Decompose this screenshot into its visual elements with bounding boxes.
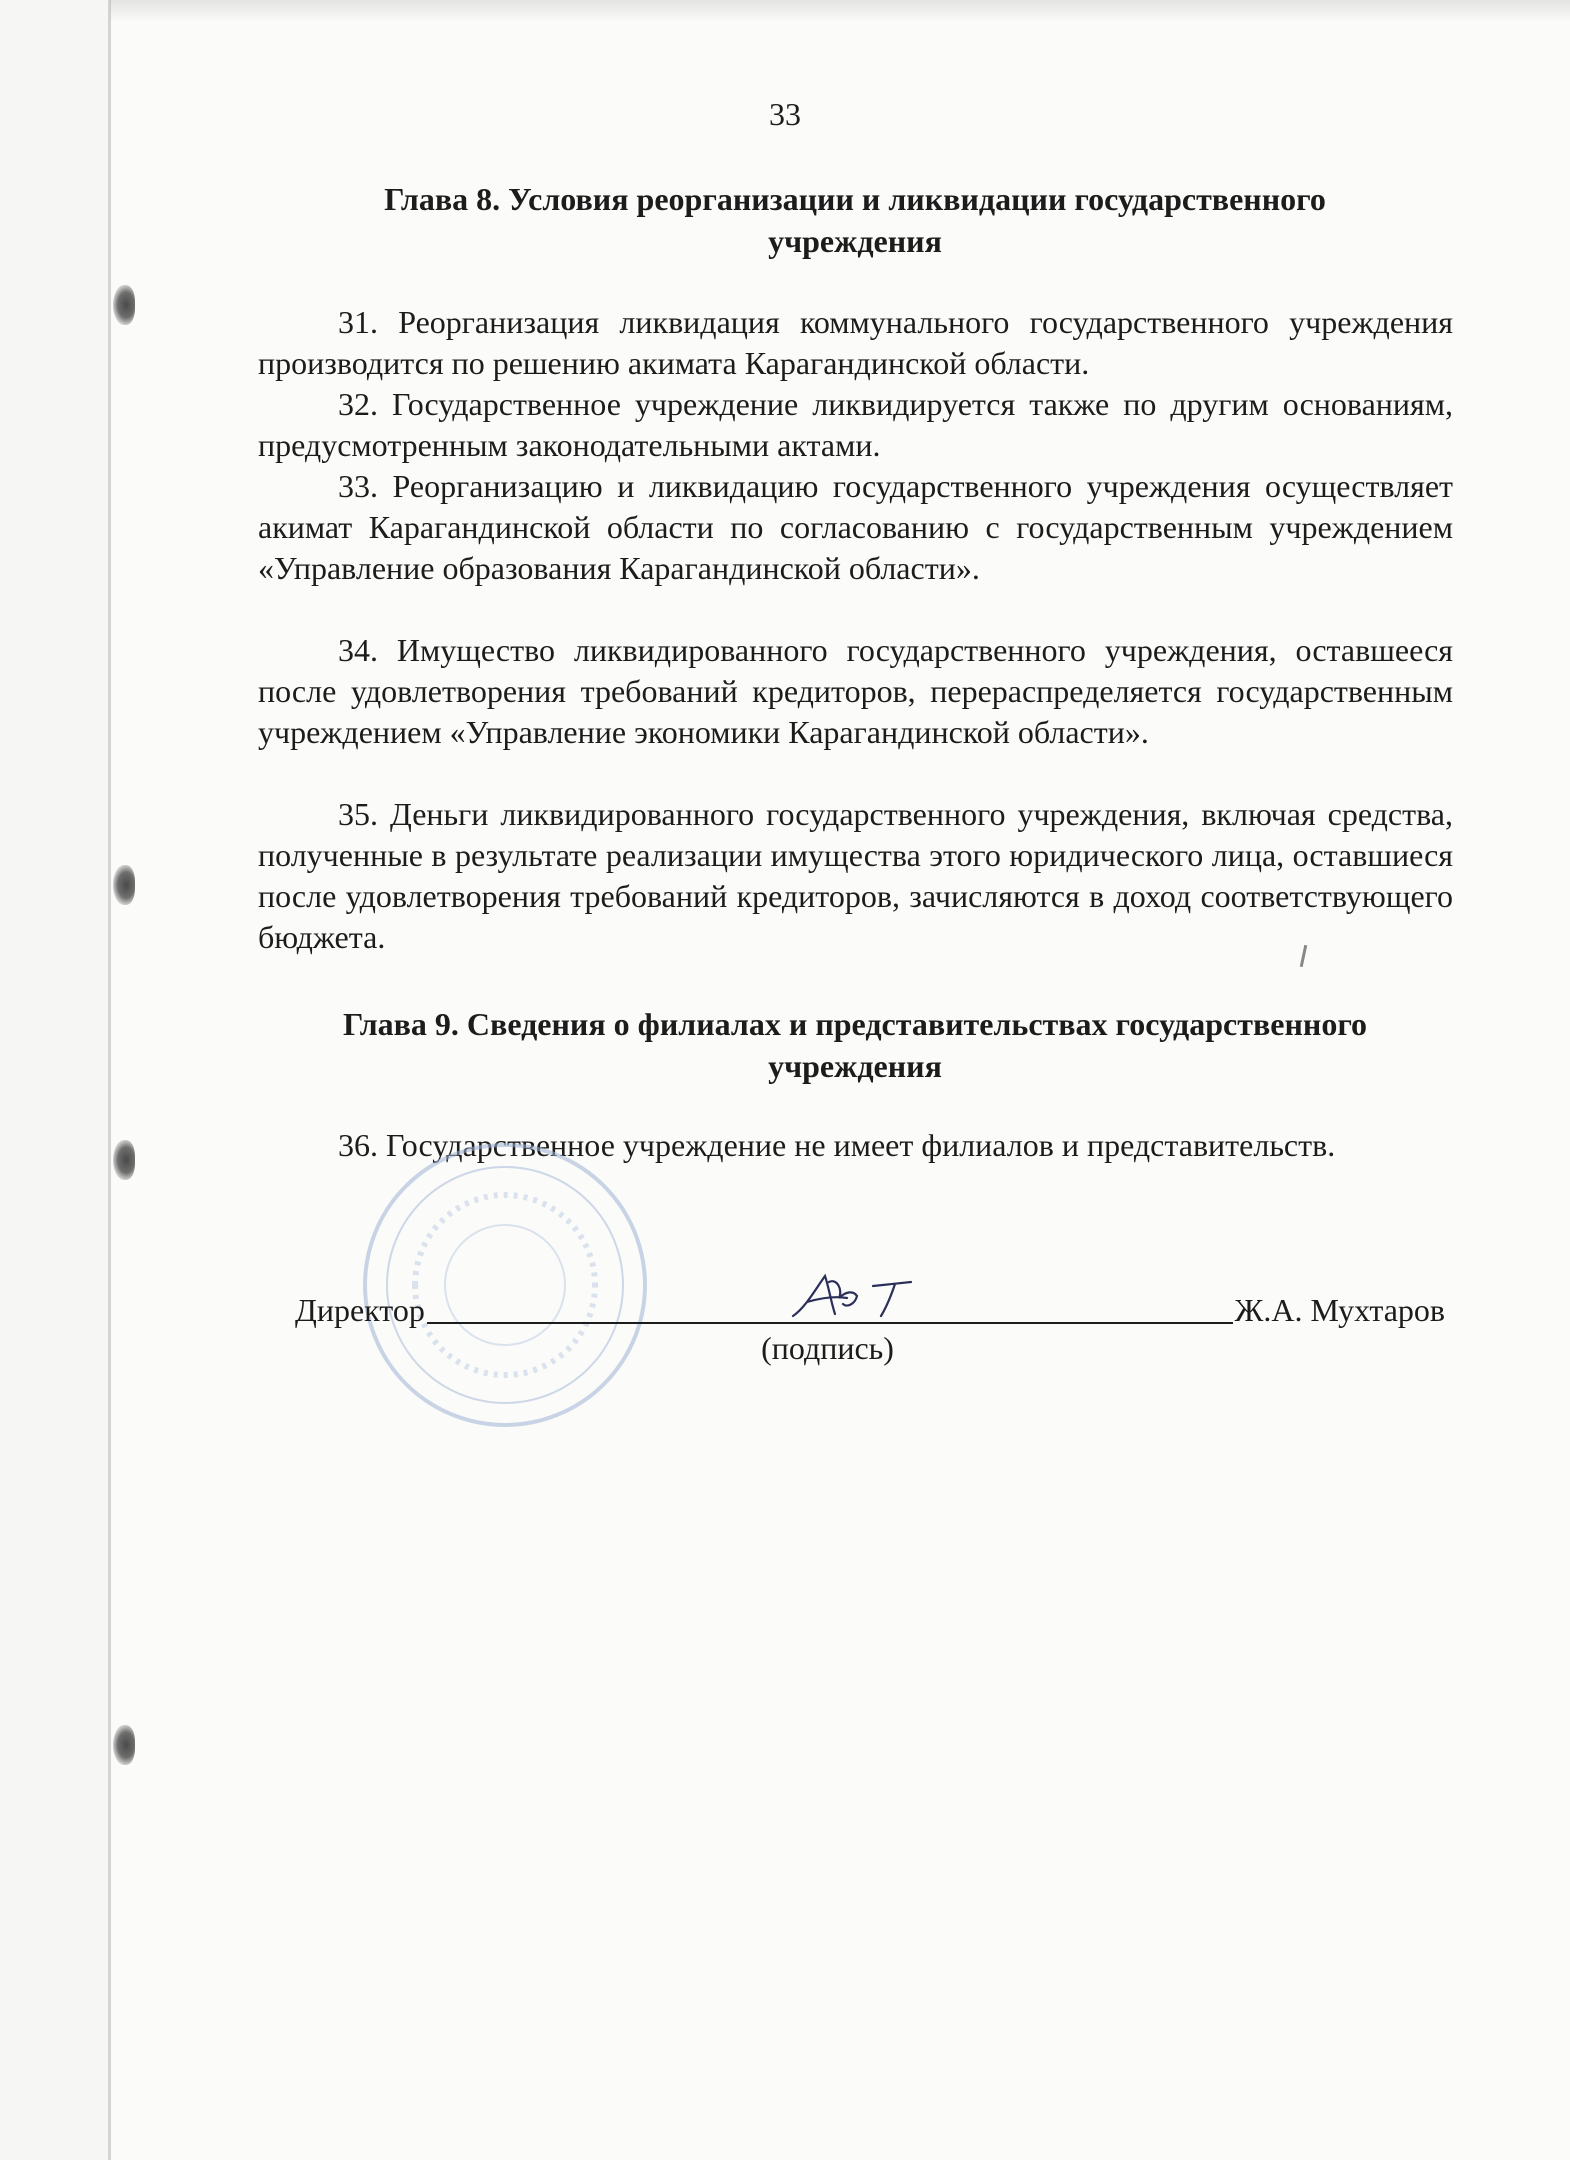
paragraph-35: 35. Деньги ликвидированного государственного учреждения, включая средства, полученные в результате реализации имущества этого юридического лица, оставшиеся после удовлетворения требований кредиторов, зачисляются в доход соответствующего бюджета. xyxy=(258,796,1453,955)
chapter-8-heading-line: учреждения xyxy=(768,223,942,259)
paragraph-36: 36. Государственное учреждение не имеет филиалов и представительств. xyxy=(338,1127,1336,1163)
signature-role: Директор xyxy=(295,1292,425,1328)
paragraph-33: 33. Реорганизацию и ликвидацию государственного учреждения осуществляет акимат Карагандинской области по согласованию с государственным учреждением «Управление образования Карагандинской области». xyxy=(258,468,1453,586)
punch-hole xyxy=(113,1140,135,1180)
page-number: 33 xyxy=(769,96,801,132)
punch-hole xyxy=(113,285,135,325)
chapter-8-heading xyxy=(255,178,1455,262)
paragraph-31: 31. Реорганизация ликвидация коммунального государственного учреждения производится по решению акимата Карагандинской области. xyxy=(258,304,1453,381)
scan-margin xyxy=(0,0,108,2160)
chapter-9-heading xyxy=(255,1003,1455,1087)
paragraph-34: 34. Имущество ликвидированного государственного учреждения, оставшееся после удовлетворения требований кредиторов, перераспределяется государственным учреждением «Управление экономики Карагандинской области». xyxy=(258,632,1453,750)
chapter-9-heading-line: учреждения xyxy=(768,1048,942,1084)
chapter-9-heading-line: Глава 9. Сведения о филиалах и представительствах государственного xyxy=(342,1006,1368,1042)
punch-hole xyxy=(113,1725,135,1765)
paragraph-32: 32. Государственное учреждение ликвидируется также по другим основаниям, предусмотренным законодательными актами. xyxy=(258,386,1453,463)
round-stamp-icon xyxy=(355,1135,655,1435)
handwritten-signature-icon xyxy=(785,1268,925,1328)
scan-edge xyxy=(108,0,111,2160)
scan-shadow-top xyxy=(110,0,1570,22)
chapter-8-heading-line: Глава 8. Условия реорганизации и ликвидации государственного xyxy=(384,181,1326,217)
signature-name: Ж.А. Мухтаров xyxy=(1234,1292,1445,1328)
punch-hole xyxy=(113,865,135,905)
signature-caption: (подпись) xyxy=(761,1330,894,1366)
